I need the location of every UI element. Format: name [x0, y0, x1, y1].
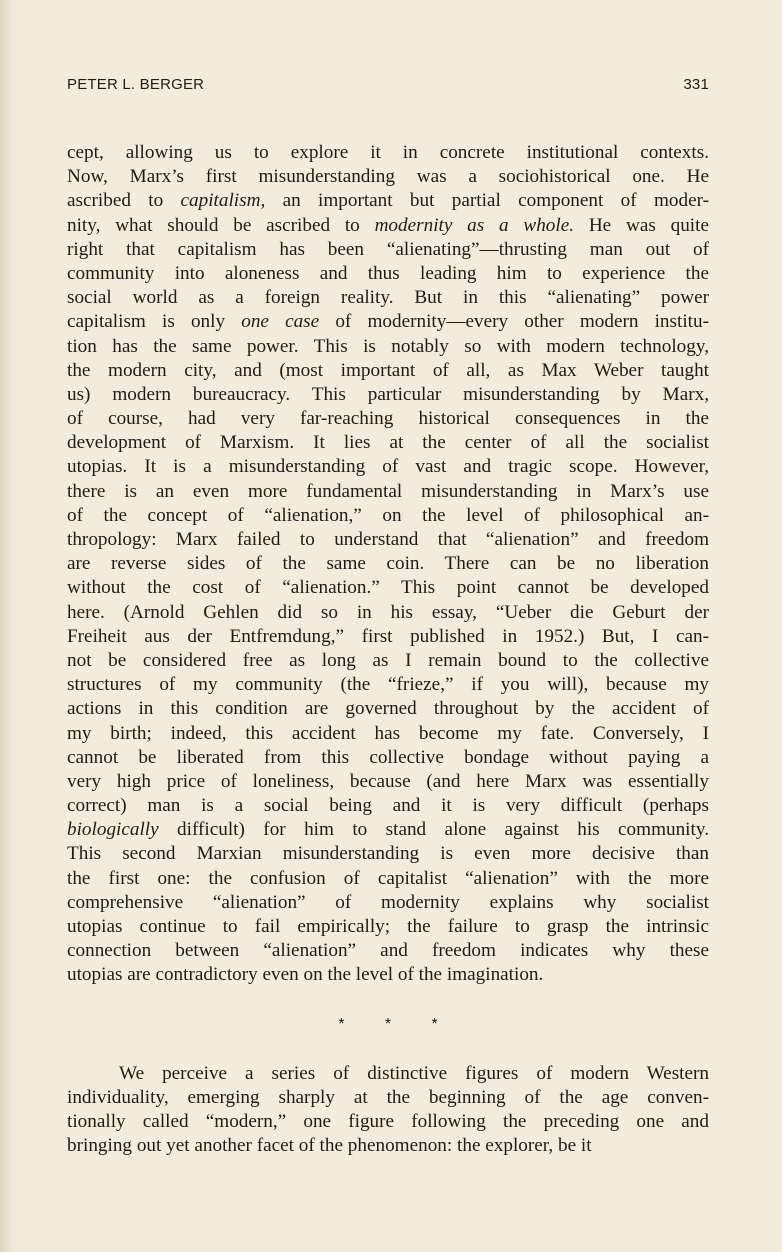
text-line: tion has the same power. This is notably so with modern technology,: [67, 335, 709, 357]
running-head-author: PETER L. BERGER: [67, 76, 205, 93]
text-line: correct) man is a social being and it is very difficult (perhaps: [67, 795, 709, 817]
page-edge-shadow: [0, 0, 14, 1252]
italic-emphasis: modernity as a whole.: [374, 214, 575, 236]
text-line: here. (Arnold Gehlen did so in his essay, “Ueber die Geburt der: [67, 601, 709, 623]
text-line: social world as a foreign reality. But in this “alienating” power: [67, 287, 709, 309]
text-line: my birth; indeed, this accident has become my fate. Conversely, I: [67, 722, 709, 744]
text-line: individuality, emerging sharply at the beginning of the age conven-: [67, 1086, 709, 1108]
text-line: very high price of loneliness, because (and here Marx was essentially: [67, 770, 709, 792]
text-line: of course, had very far-reaching historical consequences in the: [67, 408, 709, 430]
text-line: ascribed to capitalism, an important but partial component of moder-: [67, 190, 709, 212]
italic-emphasis: one case: [241, 311, 320, 333]
text-line: connection between “alienation” and freedom indicates why these: [67, 940, 709, 962]
text-line: Freiheit aus der Entfremdung,” first published in 1952.) But, I can-: [67, 625, 709, 647]
text-line: there is an even more fundamental misunderstanding in Marx’s use: [67, 480, 709, 502]
section-separator: * * *: [338, 1015, 456, 1033]
text-line: community into aloneness and thus leading him to experience the: [67, 262, 709, 284]
text-line: utopias. It is a misunderstanding of vast and tragic scope. However,: [67, 456, 709, 478]
paragraph-marx-misunderstanding: [67, 141, 709, 988]
text-line: the first one: the confusion of capitalist “alienation” with the more: [67, 867, 709, 889]
italic-emphasis: biologically: [67, 819, 159, 841]
running-header: [67, 76, 709, 100]
text-line: tionally called “modern,” one figure following the preceding one and: [67, 1110, 709, 1132]
text-line: nity, what should be ascribed to modernity as a whole. He was quite: [67, 214, 709, 236]
text-line: not be considered free as long as I remain bound to the collective: [67, 649, 709, 671]
body-text: [67, 141, 709, 1158]
text-line: structures of my community (the “frieze,” if you will), because my: [67, 674, 709, 696]
text-line: utopias are contradictory even on the level of the imagination.: [67, 964, 544, 986]
text-line: us) modern bureaucracy. This particular misunderstanding by Marx,: [67, 383, 709, 405]
page-number: 331: [683, 76, 709, 93]
paragraph-modern-individuality: [67, 1062, 709, 1159]
italic-emphasis: capitalism,: [180, 190, 266, 212]
text-line: capitalism is only one case of modernity—every other modern institu-: [67, 311, 709, 333]
text-line: are reverse sides of the same coin. There can be no liberation: [67, 553, 709, 575]
text-line: We perceive a series of distinctive figures of modern Western: [119, 1062, 709, 1084]
text-line: development of Marxism. It lies at the center of all the socialist: [67, 432, 709, 454]
text-line: without the cost of “alienation.” This point cannot be developed: [67, 577, 709, 599]
text-line: the modern city, and (most important of all, as Max Weber taught: [67, 359, 709, 381]
text-line: This second Marxian misunderstanding is even more decisive than: [67, 843, 709, 865]
text-line: cannot be liberated from this collective bondage without paying a: [67, 746, 709, 768]
text-line: thropology: Marx failed to understand that “alienation” and freedom: [67, 529, 709, 550]
text-line: cept, allowing us to explore it in concrete institutional contexts.: [67, 142, 709, 163]
text-line: bringing out yet another facet of the phenomenon: the explorer, be it: [67, 1135, 592, 1157]
text-line: actions in this condition are governed throughout by the accident of: [67, 698, 709, 720]
text-line: biologically difficult) for him to stand alone against his community.: [67, 819, 709, 841]
text-line: utopias continue to fail empirically; the failure to grasp the intrinsic: [67, 916, 709, 937]
text-line: right that capitalism has been “alienating”—thrusting man out of: [67, 238, 709, 260]
text-line: Now, Marx’s first misunderstanding was a sociohistorical one. He: [67, 166, 709, 188]
text-line: comprehensive “alienation” of modernity explains why socialist: [67, 891, 709, 913]
text-line: of the concept of “alienation,” on the level of philosophical an-: [67, 504, 709, 526]
